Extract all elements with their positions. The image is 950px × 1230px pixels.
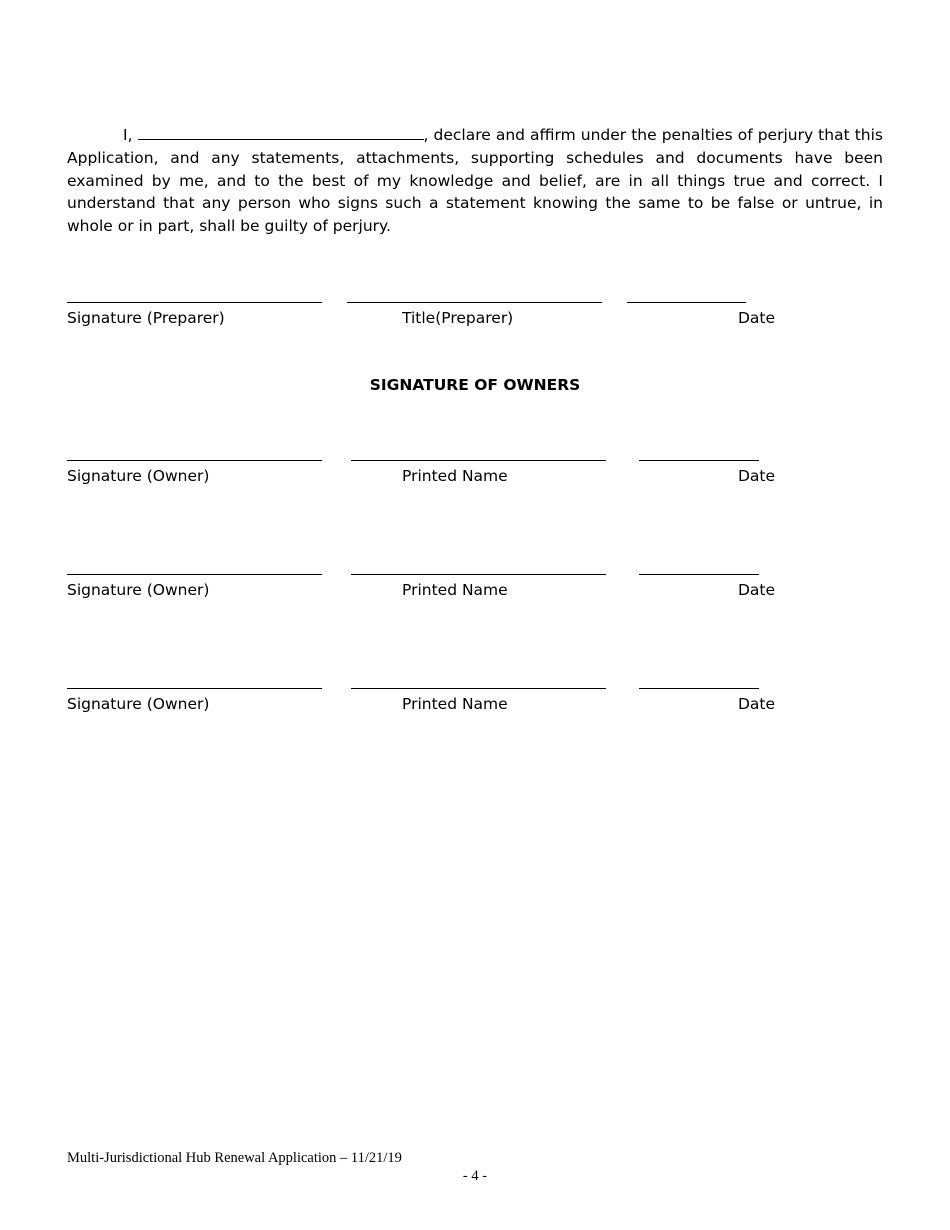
owner-2-name-label: Printed Name <box>402 581 508 599</box>
owner-2-signature-line[interactable] <box>67 574 322 575</box>
owner-3-date-line[interactable] <box>639 688 759 689</box>
owner-2-signature-label: Signature (Owner) <box>67 581 210 599</box>
owner-1-date-line[interactable] <box>639 460 759 461</box>
preparer-signature-label: Signature (Preparer) <box>67 309 225 327</box>
preparer-title-label: Title(Preparer) <box>402 309 514 327</box>
footer-document-title: Multi-Jurisdictional Hub Renewal Application – 11/21/19 <box>67 1150 402 1166</box>
footer-page-number: - 4 - <box>462 1168 488 1184</box>
preparer-title-line[interactable] <box>347 302 602 303</box>
owner-2-date-line[interactable] <box>639 574 759 575</box>
preparer-date-label: Date <box>738 309 776 327</box>
owner-2-name-line[interactable] <box>351 574 606 575</box>
owner-1-date-label: Date <box>738 467 776 485</box>
declarant-name-blank[interactable] <box>138 125 424 140</box>
preparer-date-line[interactable] <box>627 302 746 303</box>
declaration-prefix: I, <box>123 126 133 144</box>
owner-3-name-label: Printed Name <box>402 695 508 713</box>
declaration-paragraph <box>67 124 883 238</box>
owner-1-name-label: Printed Name <box>402 467 508 485</box>
preparer-signature-line[interactable] <box>67 302 322 303</box>
owner-3-signature-line[interactable] <box>67 688 322 689</box>
owner-1-signature-label: Signature (Owner) <box>67 467 210 485</box>
declaration-text: , declare and affirm under the penalties of perjury that this Application, and any statements, attachments, supporting schedules and documents have been examined by me, and to the best of my knowledge and belief, are in all things true and correct. I understand that any person who signs such a statement knowing the same to be false or untrue, in whole or in part, shall be guilty of perjury. <box>67 126 883 236</box>
owner-3-name-line[interactable] <box>351 688 606 689</box>
owner-1-name-line[interactable] <box>351 460 606 461</box>
owner-3-date-label: Date <box>738 695 776 713</box>
owner-2-date-label: Date <box>738 581 776 599</box>
owners-heading: SIGNATURE OF OWNERS <box>369 376 581 394</box>
owner-1-signature-line[interactable] <box>67 460 322 461</box>
owner-3-signature-label: Signature (Owner) <box>67 695 210 713</box>
